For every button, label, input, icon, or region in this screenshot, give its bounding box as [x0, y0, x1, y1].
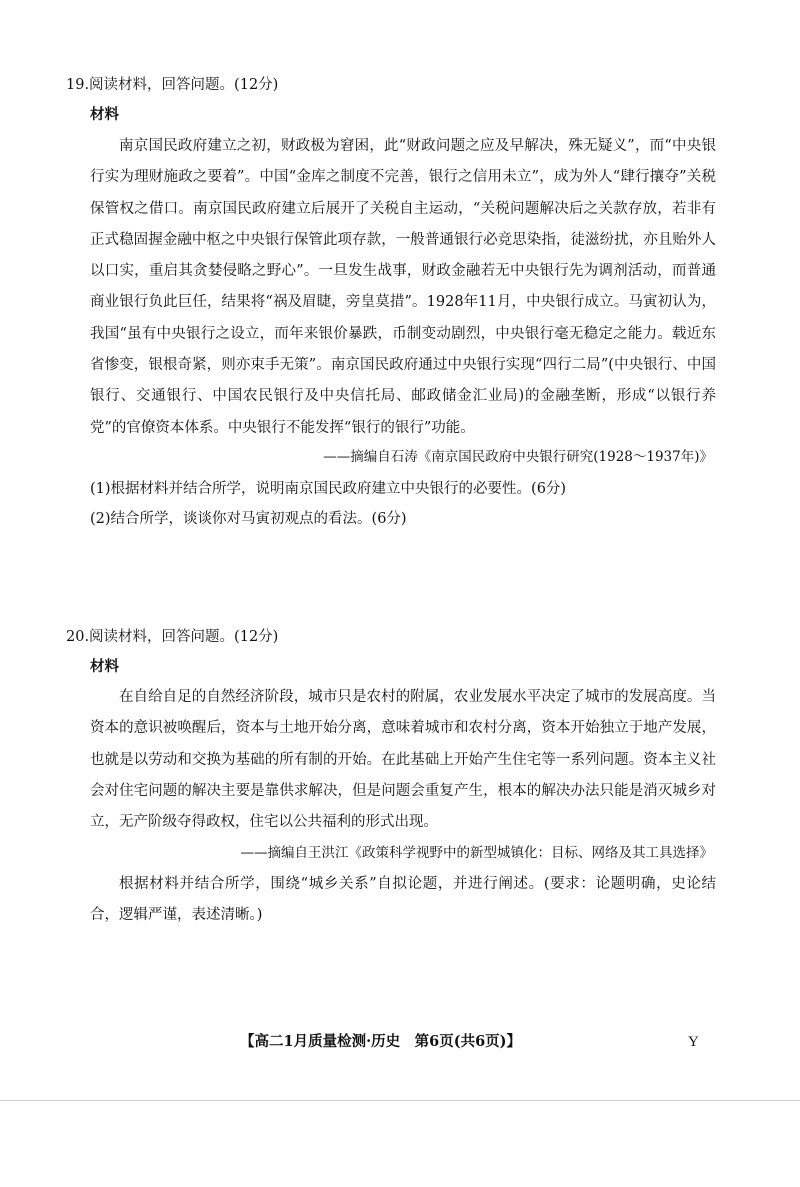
question-19-source: ——摘编自石涛《南京国民政府中央银行研究(1928～1937年)》 [323, 449, 713, 465]
question-19-subquestion-1: (1)根据材料并结合所学，说明南京国民政府建立中央银行的必要性。(6分) [90, 481, 567, 497]
question-19-subquestion-2: (2)结合所学，谈谈你对马寅初观点的看法。(6分) [90, 511, 407, 527]
question-19-passage: 南京国民政府建立之初，财政极为窘困，此“财政问题之应及早解决，殊无疑义”，而“中央银行实为理财施政之要着”。中国“金库之制度不完善，银行之信用未立”，成为外人“肆行攘夺”关税保管权之借口。南京国民政府建立后展开了关税自主运动，“关税问题解决后之关款存放，若非有正式稳固握金融中枢之中央银行保管此项存款，一般普通银行必竞思染指，徒滋纷扰，亦且贻外人以口实，重启其贪婪侵略之野心”。一旦发生战事，财政金融若无中央银行先为调剂活动，而普通商业银行负此巨任，结果将“祸及眉睫，旁皇莫措”。1928年11月，中央银行成立。马寅初认为，我国“虽有中央银行之设立，而年来银价暴跌，币制变动剧烈，中央银行毫无稳定之能力。载近东省惨变，银根奇紧，则亦束手无策”。南京国民政府通过中央银行实现“四行二局”(中央银行、中国银行、交通银行、中国农民银行及中央信托局、邮政储金汇业局)的金融垄断，形成“以银行养党”的官僚资本体系。中央银行不能发挥“银行的银行”功能。 [90, 138, 716, 436]
footer-page-info: 【高二1月质量检测·历史 第6页(共6页)】 [240, 1033, 522, 1050]
page-footer [0, 1030, 800, 1054]
question-19-material-label: 材料 [90, 106, 119, 123]
question-19-title: 19.阅读材料，回答问题。(12分) [66, 77, 279, 93]
page-bottom-margin [0, 1101, 800, 1187]
question-20-passage: 在自给自足的自然经济阶段，城市只是农村的附属，农业发展水平决定了城市的发展高度。当资本的意识被唤醒后，资本与土地开始分离，意味着城市和农村分离，资本开始独立于地产发展，也就是以劳动和交换为基础的所有制的开始。在此基础上开始产生住宅等一系列问题。资本主义社会对住宅问题的解决主要是靠供求解决，但是问题会重复产生，根本的解决办法只能是消灭城乡对立，无产阶级夺得政权，住宅以公共福利的形式出现。 [90, 689, 716, 831]
question-20-material-label: 材料 [90, 658, 119, 675]
footer-version-code: Y [688, 1034, 699, 1050]
question-20-task: 根据材料并结合所学，围绕“城乡关系”自拟论题，并进行阐述。(要求：论题明确，史论结合，逻辑严谨，表述清晰。) [90, 876, 716, 923]
question-20-source: ——摘编自王洪江《政策科学视野中的新型城镇化：目标、网络及其工具选择》 [240, 845, 713, 861]
question-20-title: 20.阅读材料，回答问题。(12分) [66, 629, 279, 645]
